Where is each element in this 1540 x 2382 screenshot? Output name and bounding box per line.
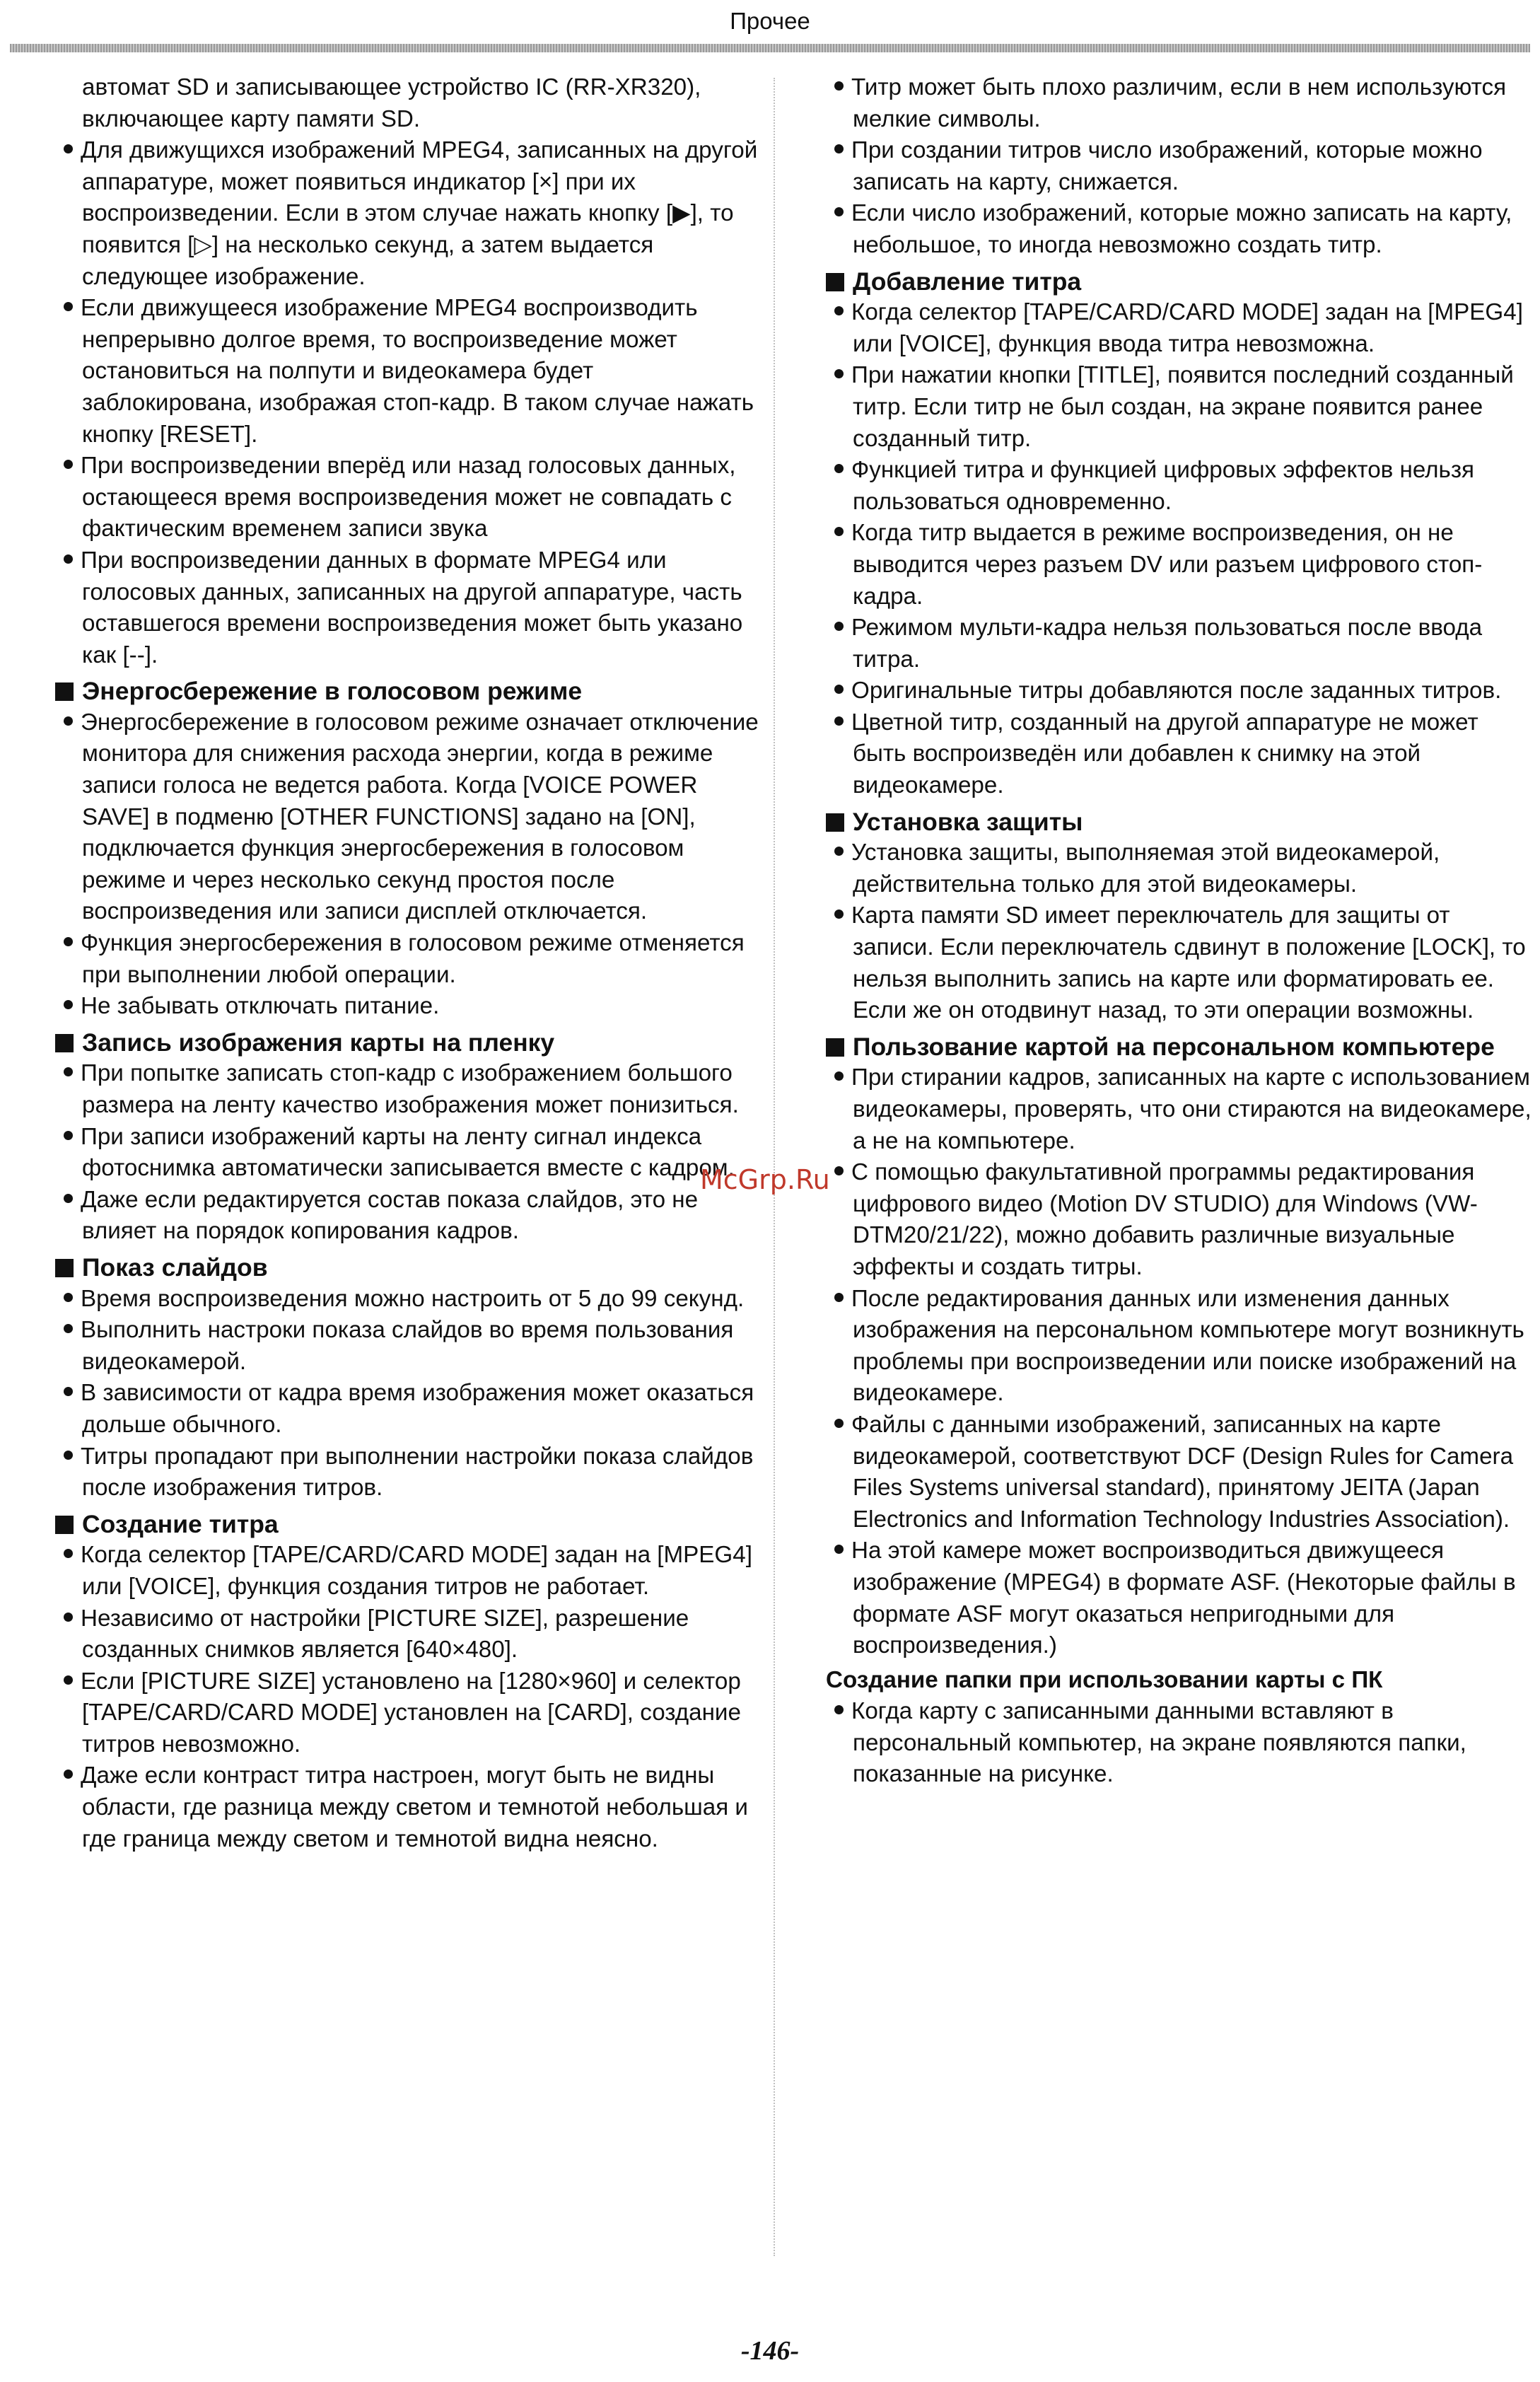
list-item: Если [PICTURE SIZE] установлено на [1280×960] и селектор [TAPE/CARD/CARD MODE] установлен на [CARD], создание титров невозможно. (55, 1666, 766, 1761)
section-heading-slide-show: Показ слайдов (55, 1252, 766, 1284)
section-heading-title-creation: Создание титра (55, 1509, 766, 1540)
bullet-icon (834, 369, 844, 378)
list-item: Если число изображений, которые можно записать на карту, небольшое, то иногда невозможно создать титр. (826, 198, 1533, 261)
section-square-icon (55, 1516, 74, 1534)
list-item: Функция энергосбережения в голосовом режиме отменяется при выполнении любой операции. (55, 928, 766, 991)
list-item: Для движущихся изображений MPEG4, записанных на другой аппаратуре, может появиться индикатор [×] при их воспроизведении. Если в этом случае нажать кнопку [▶], то появится [▷] на несколько секунд, а затем выдается следующее изображение. (55, 135, 766, 293)
list-item: Даже если контраст титра настроен, могут быть не видны области, где разница между светом и темнотой небольшая и где граница между светом и темнотой видна неясно. (55, 1760, 766, 1855)
bullet-icon (834, 306, 844, 315)
section-heading-card-on-pc: Пользование картой на персональном компьютере (826, 1031, 1533, 1063)
bullet-icon (64, 716, 73, 726)
list-item: Если движущееся изображение MPEG4 воспроизводить непрерывно долгое время, то воспроизведение может остановиться на полпути и видеокамера будет заблокирована, изображая стоп-кадр. В таком случае нажать кнопку [RESET]. (55, 293, 766, 451)
list-item: Установка защиты, выполняемая этой видеокамерой, действительна только для этой видеокамеры. (826, 837, 1533, 900)
bullet-icon (834, 464, 844, 473)
section-heading-adding-title: Добавление титра (826, 266, 1533, 298)
list-item: Карта памяти SD имеет переключатель для защиты от записи. Если переключатель сдвинут в положение [LOCK], то нельзя выполнить запись на карте или форматировать ее. Если же он отодвинут назад, то эти операции возможны. (826, 900, 1533, 1026)
bullet-icon (64, 144, 73, 153)
list-item: При создании титров число изображений, которые можно записать на карту, снижается. (826, 135, 1533, 198)
list-item: При нажатии кнопки [TITLE], появится последний созданный титр. Если титр не был создан, на экране появится ранее созданный титр. (826, 360, 1533, 455)
bullet-icon (834, 144, 844, 153)
list-item: Даже если редактируется состав показа слайдов, это не влияет на порядок копирования кадров. (55, 1185, 766, 1248)
bullet-icon (834, 622, 844, 631)
section-heading-card-to-tape: Запись изображения карты на пленку (55, 1027, 766, 1059)
list-item: Выполнить настроки показа слайдов во время пользования видеокамерой. (55, 1315, 766, 1378)
bullet-icon (834, 685, 844, 694)
list-item: После редактирования данных или изменения данных изображения на персональном компьютере могут возникнуть проблемы при воспроизведении или поиске изображений на видеокамере. (826, 1284, 1533, 1410)
bullet-icon (64, 1675, 73, 1685)
bullet-icon (834, 1293, 844, 1302)
list-item: Функцией титра и функцией цифровых эффектов нельзя пользоваться одновременно. (826, 455, 1533, 518)
section-square-icon (826, 1038, 844, 1057)
list-item: Файлы с данными изображений, записанных на карте видеокамерой, соответствуют DCF (Design Rules for Camera Files Systems universal standard), принятому JEITA (Japan Electronics and Information Technology Industries Association). (826, 1410, 1533, 1535)
bullet-icon (64, 1451, 73, 1460)
intro-continuation: автомат SD и записывающее устройство IC (RR-XR320), включающее карту памяти SD. (82, 74, 701, 132)
bullet-icon (64, 1324, 73, 1333)
section-square-icon (55, 682, 74, 701)
section-square-icon (55, 1259, 74, 1277)
list-item: Цветной титр, созданный на другой аппаратуре не может быть воспроизведён или добавлен к снимку на этой видеокамере. (826, 707, 1533, 802)
bullet-icon (64, 554, 73, 564)
bullet-icon (834, 527, 844, 536)
bullet-icon (834, 1705, 844, 1714)
bullet-icon (834, 1166, 844, 1175)
list-item: Когда титр выдается в режиме воспроизведения, он не выводится через разъем DV или разъем цифрового стоп-кадра. (826, 518, 1533, 612)
bullet-icon (834, 81, 844, 91)
list-item: При попытке записать стоп-кадр с изображением большого размера на ленту качество изображения может понизиться. (55, 1058, 766, 1121)
page-header-title: Прочее (730, 8, 810, 34)
bullet-icon (834, 847, 844, 856)
list-item: При записи изображений карты на ленту сигнал индекса фотоснимка автоматически записывается вместе с кадром. (55, 1122, 766, 1185)
bullet-icon (64, 1293, 73, 1302)
list-item: Когда селектор [TAPE/CARD/CARD MODE] задан на [MPEG4] или [VOICE], функция создания титров не работает. (55, 1540, 766, 1603)
section-square-icon (826, 273, 844, 291)
bullet-icon (64, 1067, 73, 1076)
left-column (55, 72, 766, 1855)
subsection-heading-folders: Создание папки при использовании карты с ПК (826, 1666, 1383, 1693)
page-number: -146- (740, 2336, 800, 2366)
list-item: При воспроизведении данных в формате MPEG4 или голосовых данных, записанных на другой аппаратуре, часть оставшегося времени воспроизведения может быть указано как [--]. (55, 545, 766, 671)
list-item: Режимом мульти-кадра нельзя пользоваться после ввода титра. (826, 612, 1533, 675)
list-item: Оригинальные титры добавляются после заданных титров. (826, 675, 1533, 707)
list-item: Когда карту с записанными данными вставляют в персональный компьютер, на экране появляются папки, показанные на рисунке. (826, 1696, 1533, 1791)
list-item: При стирании кадров, записанных на карте с использованием видеокамеры, проверять, что они стираются на видеокамере, а не на компьютере. (826, 1062, 1533, 1157)
section-square-icon (55, 1034, 74, 1052)
section-heading-protection: Установка защиты (826, 806, 1533, 838)
section-square-icon (826, 813, 844, 832)
bullet-icon (834, 207, 844, 216)
list-item: Энергосбережение в голосовом режиме означает отключение монитора для снижения расхода энергии, когда в режиме записи голоса не ведется работа. Когда [VOICE POWER SAVE] в подменю [OTHER FUNCTIONS] задано на [ON], подключается функция энергосбережения в голосовом режиме и через несколько секунд простоя после воспроизведения или записи дисплей отключается. (55, 707, 766, 928)
right-column (826, 72, 1533, 1791)
bullet-icon (64, 1770, 73, 1779)
bullet-icon (834, 1419, 844, 1428)
bullet-icon (64, 1194, 73, 1203)
bullet-icon (64, 302, 73, 311)
header-rule (10, 44, 1530, 52)
list-item: Время воспроизведения можно настроить от 5 до 99 секунд. (55, 1284, 766, 1315)
bullet-icon (64, 937, 73, 946)
list-item: Титр может быть плохо различим, если в нем используются мелкие символы. (826, 72, 1533, 135)
list-item: При воспроизведении вперёд или назад голосовых данных, остающееся время воспроизведения может не совпадать с фактическим временем записи звука (55, 451, 766, 545)
bullet-icon (834, 910, 844, 919)
list-item: Титры пропадают при выполнении настройки показа слайдов после изображения титров. (55, 1441, 766, 1504)
watermark: McGrp.Ru (700, 1164, 830, 1195)
bullet-icon (64, 1131, 73, 1140)
bullet-icon (64, 1613, 73, 1622)
bullet-icon (64, 1387, 73, 1396)
bullet-icon (64, 460, 73, 469)
bullet-icon (834, 1545, 844, 1554)
bullet-icon (834, 1071, 844, 1081)
list-item: Не забывать отключать питание. (55, 991, 766, 1023)
section-heading-voice-power-save: Энергосбережение в голосовом режиме (55, 675, 766, 707)
bullet-icon (64, 1549, 73, 1558)
list-item: Независимо от настройки [PICTURE SIZE], разрешение созданных снимков является [640×480]. (55, 1603, 766, 1666)
list-item: На этой камере может воспроизводиться движущееся изображение (MPEG4) в формате ASF. (Некоторые файлы в формате ASF могут оказаться непригодными для воспроизведения.) (826, 1535, 1533, 1661)
list-item: В зависимости от кадра время изображения может оказаться дольше обычного. (55, 1378, 766, 1441)
bullet-icon (834, 716, 844, 726)
list-item: Когда селектор [TAPE/CARD/CARD MODE] задан на [MPEG4] или [VOICE], функция ввода титра невозможна. (826, 297, 1533, 360)
list-item: С помощью факультативной программы редактирования цифрового видео (Motion DV STUDIO) для Windows (VW-DTM20/21/22), можно добавить различные визуальные эффекты и создать титры. (826, 1157, 1533, 1283)
bullet-icon (64, 1000, 73, 1009)
